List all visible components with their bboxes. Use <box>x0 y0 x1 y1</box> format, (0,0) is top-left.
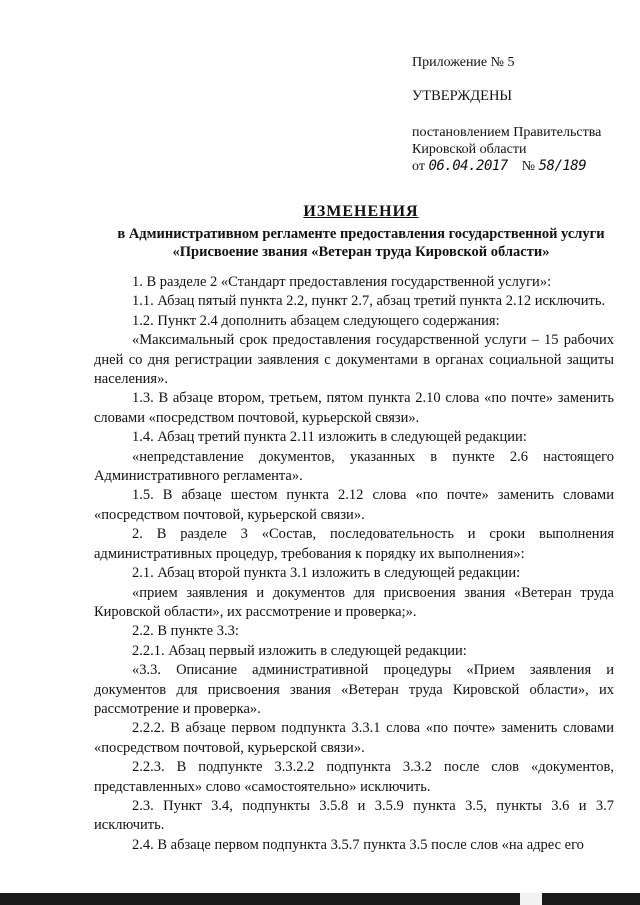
paragraph: «прием заявления и документов для присвоения звания «Ветеран труда Кировской области», их рассмотрение и проверка;». <box>94 584 614 620</box>
paragraph: «непредставление документов, указанных в пункте 2.6 настоящего Административного регламента». <box>94 448 614 485</box>
decree-authority: Кировской области <box>412 142 527 157</box>
paragraph: 2.2.3. В подпункте 3.3.2.2 подпункта 3.3.2 после слов «документов, представленных» слово «самостоятельно» исключить. <box>94 759 614 795</box>
scan-bottom-edge <box>0 893 640 905</box>
paragraph: «3.3. Описание административной процедуры «Прием заявления и документов для присвоения звания «Ветеран труда Кировской области», их рассмотрение и проверка». <box>94 662 614 717</box>
number-prefix: № <box>521 159 536 174</box>
scan-edge-gap <box>520 893 542 905</box>
paragraph: 1. В разделе 2 «Стандарт предоставления государственной услуги»: <box>132 274 552 290</box>
document-body <box>94 273 614 855</box>
decree-line: постановлением Правительства <box>412 125 602 140</box>
paragraph: «Максимальный срок предоставления государственной услуги – 15 рабочих дней со дня регистрации заявления с документами в органах социальной защиты населения». <box>94 332 614 388</box>
paragraph: 1.3. В абзаце втором, третьем, пятом пункта 2.10 слова «по почте» заменить словами «посредством почтовой, курьерской связи». <box>94 390 614 426</box>
decree-date-line <box>412 158 622 175</box>
handwritten-number: 58/189 <box>538 158 587 174</box>
paragraph: 2.4. В абзаце первом подпункта 3.5.7 пункта 3.5 после слов «на адрес его <box>132 836 584 853</box>
date-prefix: от <box>412 159 425 174</box>
paragraph: 2. В разделе 3 «Состав, последовательность и сроки выполнения административных процедур, требования к порядку их выполнения»: <box>94 526 614 562</box>
document-title-block <box>96 203 626 261</box>
paragraph: 1.1. Абзац пятый пункта 2.2, пункт 2.7, абзац третий пункта 2.12 исключить. <box>132 293 606 310</box>
paragraph: 2.1. Абзац второй пункта 3.1 изложить в следующей редакции: <box>132 565 521 582</box>
document-title: ИЗМЕНЕНИЯ <box>303 203 419 220</box>
document-subtitle: в Административном регламенте предоставления государственной услуги «Присвоение звания «Ветеран труда Кировской области» <box>117 226 605 260</box>
paragraph: 2.2. В пункте 3.3: <box>132 623 239 640</box>
paragraph: 1.4. Абзац третий пункта 2.11 изложить в следующей редакции: <box>132 429 527 446</box>
paragraph: 2.3. Пункт 3.4, подпункты 3.5.8 и 3.5.9 пункта 3.5, пункты 3.6 и 3.7 исключить. <box>94 797 614 834</box>
handwritten-date: 06.04.2017 <box>428 158 508 174</box>
approval-block <box>412 54 622 175</box>
paragraph: 2.2.1. Абзац первый изложить в следующей редакции: <box>132 642 467 659</box>
paragraph: 1.2. Пункт 2.4 дополнить абзацем следующего содержания: <box>132 312 500 329</box>
appendix-number: Приложение № 5 <box>412 55 515 70</box>
paragraph: 1.5. В абзаце шестом пункта 2.12 слова «по почте» заменить словами «посредством почтовой, курьерской связи». <box>94 487 614 523</box>
approved-heading: УТВЕРЖДЕНЫ <box>412 88 513 104</box>
paragraph: 2.2.2. В абзаце первом подпункта 3.3.1 слова «по почте» заменить словами «посредством почтовой, курьерской связи». <box>94 720 614 756</box>
